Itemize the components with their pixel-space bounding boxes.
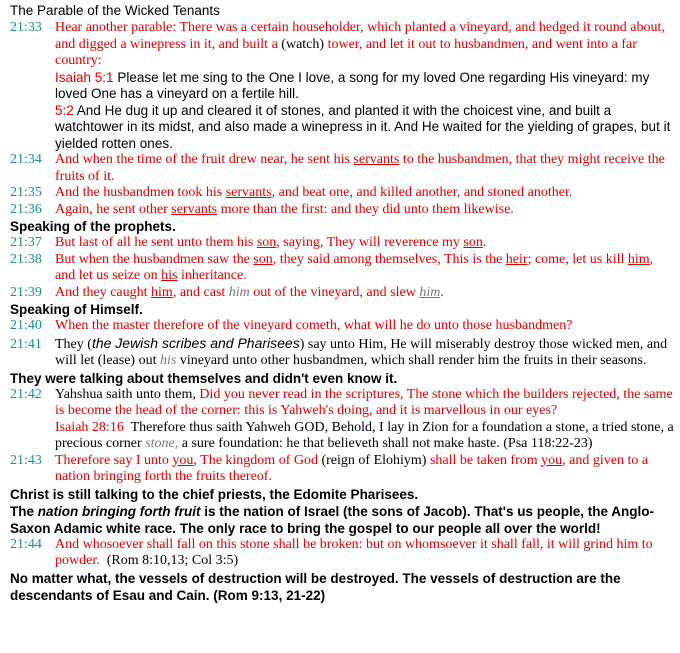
verse-text-2: , and beat one, and killed another, and stoned another. <box>271 185 573 200</box>
verse-text: But when the husbandmen saw the <box>55 251 250 267</box>
commentary: Speaking of the prophets. <box>10 219 176 234</box>
verse-text: When the master therefore of the vineyard cometh, what will he do unto those husbandmen? <box>55 318 573 333</box>
italic-gray-word: him <box>228 284 250 300</box>
underlined-word: servants <box>225 185 272 200</box>
verse-text: Therefore say I unto <box>55 452 169 468</box>
verse-text-3: ; come, let us kill <box>527 251 625 267</box>
cross-ref-isaiah-28-16 <box>55 420 674 453</box>
verse-paren: (watch) <box>281 36 325 52</box>
verse-21-39 <box>10 285 674 302</box>
comment-text: The <box>10 503 35 519</box>
underlined-word: son <box>256 235 277 250</box>
verse-text-2: , The kingdom of God <box>193 452 318 468</box>
xref-label[interactable]: Isaiah 5:1 <box>55 69 114 85</box>
italic-gray-word: stone, <box>145 436 179 451</box>
verse-text-3: shall be taken from <box>429 452 538 468</box>
xref-text: And He dug it up and cleared it of stones, and planted it with the choicest vine, and built a watchtower in its midst, and also made a winepress in it. And He waited for the yielding of grapes, but it yielded rotten ones. <box>55 102 671 151</box>
verse-number: 21:36 <box>10 201 42 217</box>
cross-ref-isaiah-5-2 <box>55 103 674 153</box>
xref-text: Therefore thus saith Yahweh GOD, Behold, I lay in Zion for a foundation a stone, a tried stone, a precious corner <box>55 419 674 451</box>
underlined-word: him <box>627 251 650 267</box>
verse-21-42 <box>10 387 674 420</box>
underlined-word: son <box>463 235 483 250</box>
verse-text-4: , and given to a nation bringing forth the fruits thereof. <box>55 452 649 484</box>
verse-21-33 <box>10 20 674 70</box>
verse-text-2: , and cast <box>172 284 226 300</box>
verse-text: Again, he sent other <box>55 201 168 217</box>
xref-text: Please let me sing to the One I love, a song for my loved One regarding His vineyard: my loved One has a vineyard on a fertile hill. <box>55 69 650 101</box>
xref-text-2: a sure foundation: he that believeth shall not make haste. (Psa 118:22-23) <box>181 436 593 451</box>
verse-21-44 <box>10 537 674 570</box>
underlined-word: heir <box>505 251 528 267</box>
xref-label[interactable]: Isaiah 28:16 <box>55 419 124 435</box>
italic-gray-word: his <box>159 353 177 368</box>
verse-text: Hear another parable: There was a certain householder, which planted a vineyard, and hedged it round about, and digged a winepress in it, and built a <box>55 20 665 52</box>
verse-21-41 <box>10 335 674 370</box>
cross-ref-isaiah-5-1 <box>55 70 674 103</box>
verse-text-4: . <box>440 284 444 300</box>
commentary: Speaking of Himself. <box>10 302 143 317</box>
verse-number: 21:40 <box>10 318 42 333</box>
verse-number: 21:42 <box>10 386 42 402</box>
verse-21-34 <box>10 152 674 185</box>
verse-number: 21:39 <box>10 284 42 300</box>
verse-text-3: vineyard unto other husbandmen, which shall render him the fruits in their seasons. <box>179 353 647 368</box>
underlined-word: servants <box>171 201 218 217</box>
commentary <box>10 503 674 537</box>
verse-number: 21:43 <box>10 452 42 468</box>
verse-text-4: , and let us seize on <box>55 251 654 283</box>
verse-number: 21:33 <box>10 20 42 35</box>
verse-text-5: inheritance. <box>180 268 247 283</box>
verse-21-40 <box>10 318 674 335</box>
italic-gray-word: him <box>419 284 441 300</box>
verse-text-3: out of the vineyard, and slew <box>253 284 416 300</box>
verse-text-3: . <box>482 235 487 250</box>
verse-number: 21:35 <box>10 185 42 200</box>
underlined-word: his <box>161 268 178 283</box>
underlined-word: him <box>151 284 173 300</box>
verse-text-2: ) say unto Him, He will miserably destroy those wicked men, and will let (lease) out <box>55 336 668 368</box>
verse-paren: (reign of Elohiym) <box>321 452 427 468</box>
underlined-word: son <box>253 251 273 267</box>
verse-quote: Did you never read in the scriptures, The stone which the builders rejected, the same is become the head of the corner: this is Yahweh's doing, and it is marvellous in our eyes? <box>55 386 673 418</box>
commentary: They were talking about themselves and didn't even know it. <box>10 370 398 386</box>
verse-21-37 <box>10 235 674 252</box>
underlined-word: you <box>172 452 194 468</box>
verse-number: 21:37 <box>10 235 42 250</box>
verse-text: But last of all he sent unto them his <box>55 235 254 250</box>
verse-text-2: , they said among themselves, This is the <box>272 251 503 267</box>
verse-21-43 <box>10 453 674 486</box>
verse-text-2: tower, and let it out to husbandmen, and went into a far country: <box>55 36 637 68</box>
verse-text: Yahshua saith unto them, <box>55 386 196 402</box>
comment-italic: nation bringing forth fruit <box>37 503 201 519</box>
underlined-word: you <box>541 452 563 468</box>
verse-number: 21:41 <box>10 336 42 352</box>
verse-text: And they caught <box>55 284 148 300</box>
comment-text-2: is the nation of Israel (the sons of Jacob). That's us people, the Anglo-Saxon Adamic white race. The only race to bring the gospel to our people all over the world! <box>10 503 655 536</box>
verse-text: And the husbandmen took his <box>55 185 223 200</box>
verse-refs: (Rom 8:10,13; Col 3:5) <box>106 553 239 568</box>
verse-text-2: more than the first: and they did unto them likewise. <box>220 201 514 217</box>
commentary: Christ is still talking to the chief priests, the Edomite Pharisees. <box>10 486 419 502</box>
verse-text: They ( <box>55 336 92 352</box>
page-title: The Parable of the Wicked Tenants <box>10 3 220 18</box>
verse-text: And when the time of the fruit drew near, he sent his <box>55 152 350 167</box>
underlined-word: servants <box>353 152 400 167</box>
verse-21-36 <box>10 202 674 219</box>
italic-note: the Jewish scribes and Pharisees <box>91 334 300 351</box>
verse-number: 21:38 <box>10 251 42 267</box>
verse-number: 21:44 <box>10 536 42 552</box>
xref-label[interactable]: 5:2 <box>55 102 74 118</box>
verse-text-2: , saying, They will reverence my <box>276 235 460 250</box>
verse-21-35 <box>10 185 674 202</box>
verse-21-38 <box>10 252 674 285</box>
verse-number: 21:34 <box>10 152 42 167</box>
verse-text: And whosoever shall fall on this stone shall be broken: but on whomsoever it shall fall, it will grind him to powder. <box>55 536 653 568</box>
commentary: No matter what, the vessels of destruction will be destroyed. The vessels of destruction are the descendants of Esau and Cain. (Rom 9:13, 21-22) <box>10 570 621 603</box>
verse-text-2: to the husbandmen, that they might receive the fruits of it. <box>55 152 665 184</box>
